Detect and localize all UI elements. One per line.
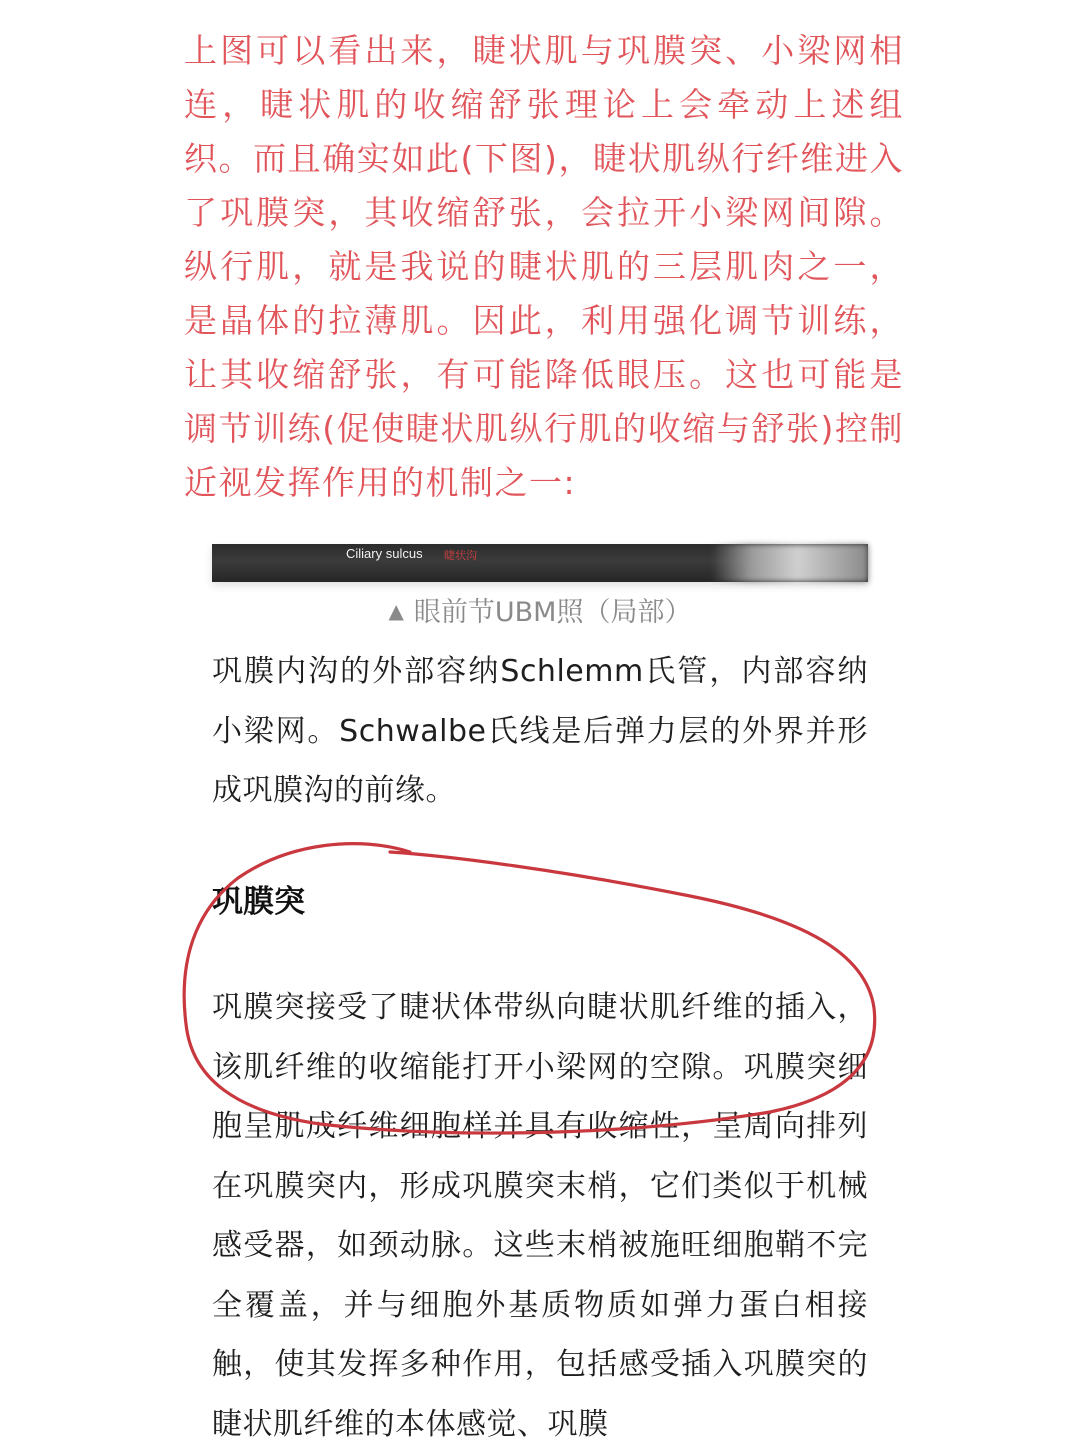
ubm-figure [212,544,868,582]
paragraph-scleral-sulcus: 巩膜内沟的外部容纳Schlemm氏管，内部容纳小梁网。Schwalbe氏线是后弹力层的外界并形成巩膜沟的前缘。 [212,654,868,808]
triangle-up-icon: ▲ [388,599,404,623]
figure-label-ciliary-sulcus: Ciliary sulcus [346,546,423,561]
section-heading: 巩膜突 [212,884,305,920]
figure-label-chinese: 睫状沟 [444,549,477,562]
figure-caption [0,594,1080,633]
blurred-watermark [712,544,868,582]
paragraph-scleral-spur: 巩膜突接受了睫状体带纵向睫状肌纤维的插入，该肌纤维的收缩能打开小梁网的空隙。巩膜突细胞呈肌成纤维细胞样并具有收缩性，呈周向排列在巩膜突内，形成巩膜突末梢，它们类似于机械感受器，如颈动脉。这些末梢被施旺细胞鞘不完全覆盖，并与细胞外基质物质如弹力蛋白相接触，使其发挥多种作用，包括感受插入巩膜突的睫状肌纤维的本体感觉、巩膜 [212,990,868,1442]
intro-paragraph: 上图可以看出来，睫状肌与巩膜突、小梁网相连，睫状肌的收缩舒张理论上会牵动上述组织。而且确实如此(下图)，睫状肌纵行纤维进入了巩膜突，其收缩舒张，会拉开小梁网间隙。纵行肌，就是我说的睫状肌的三层肌肉之一，是晶体的拉薄肌。因此，利用强化调节训练，让其收缩舒张，有可能降低眼压。这也可能是调节训练(促使睫状肌纵行肌的收缩与舒张)控制近视发挥作用的机制之一: [184,31,904,502]
figure-caption-text: 眼前节UBM照（局部） [413,597,692,628]
